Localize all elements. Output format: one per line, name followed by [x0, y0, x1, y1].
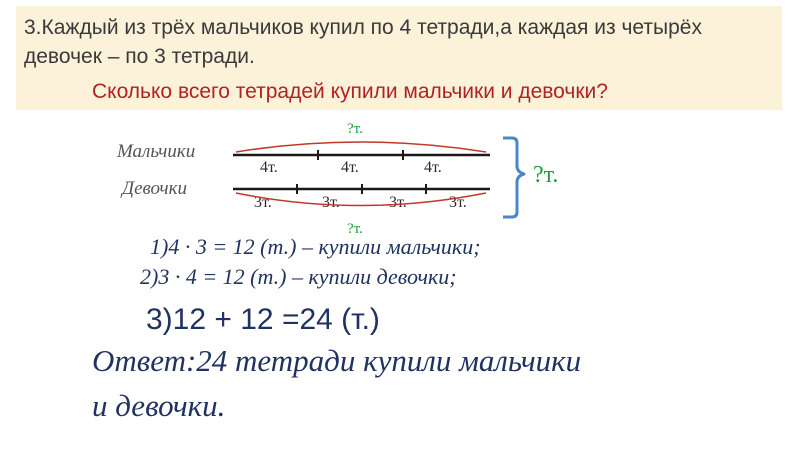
problem-question: Сколько всего тетрадей купили мальчики и девочки? [92, 80, 608, 103]
boys-total-question: ?т. [347, 121, 363, 137]
answer-line-2: и девочки. [92, 388, 226, 423]
boys-total-arc [236, 142, 486, 152]
solution-step-3: 3)12 + 12 =24 (т.) [146, 303, 380, 336]
solution-step-1: 1)4 · 3 = 12 (т.) – купили мальчики; [150, 234, 481, 259]
girls-segment-label: 3т. [389, 194, 407, 211]
girls-segment-label: 3т. [322, 194, 340, 211]
boys-segment-label: 4т. [260, 159, 278, 176]
answer-line-1: Ответ:24 тетради купили мальчики [92, 343, 582, 378]
problem-text-line2: девочек – по 3 тетради. [24, 45, 255, 68]
right-brace [503, 138, 524, 217]
girls-segment-label: 3т. [449, 194, 467, 211]
boys-segment-label: 4т. [424, 159, 442, 176]
girls-row-label: Девочки [122, 178, 187, 199]
boys-segment-label: 4т. [341, 159, 359, 176]
girls-total-question: ?т. [347, 221, 363, 237]
girls-segment-label: 3т. [254, 194, 272, 211]
boys-row-label: Мальчики [117, 141, 196, 162]
problem-text-line1: 3.Каждый из трёх мальчиков купил по 4 тетради,а каждая из четырёх [24, 16, 702, 39]
solution-step-2: 2)3 · 4 = 12 (т.) – купили девочки; [140, 264, 457, 289]
overall-total-question: ?т. [533, 162, 559, 188]
